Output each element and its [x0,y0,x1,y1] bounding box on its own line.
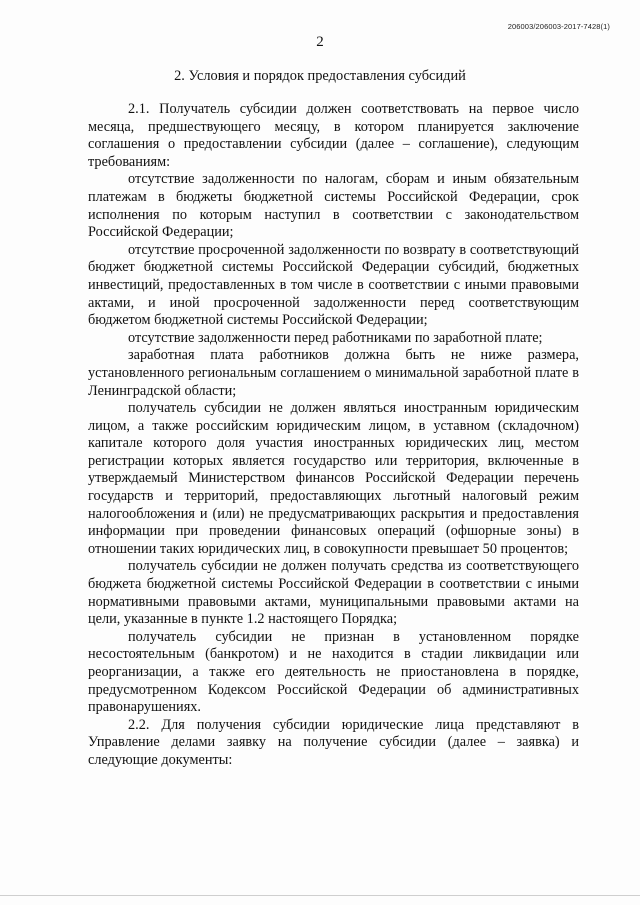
paragraph-overdue-debt: отсутствие просроченной задолженности по возврату в соответствующий бюджет бюджетной системы Российской Федерации субсидий, бюджетных инвестиций, предоставленных в том числе в соответствии с иными правовыми актами, и иной просроченной задолженности перед соответствующим бюджетом бюджетной системы Российской Федерации; [88,241,579,329]
paragraph-2-2: 2.2. Для получения субсидии юридические лица представляют в Управление делами заявку на получение субсидии (далее – заявка) и следующие документы: [88,716,579,768]
page-bottom-edge [0,895,640,896]
paragraph-other-funds: получатель субсидии не должен получать средства из соответствующего бюджета бюджетной системы Российской Федерации в соответствии с иными нормативными правовыми актами, муниципальными правовыми актами на цели, указанные в пункте 1.2 настоящего Порядка; [88,558,579,628]
paragraph-foreign-entity: получатель субсидии не должен являться иностранным юридическим лицом, а также российским юридическим лицом, в уставном (складочном) капитале которого доля участия иностранных юридических лиц, местом регистрации которых является государство или территория, включенные в утверждаемый Министерством финансов Российской Федерации перечень государств и территорий, предоставляющих льготный налоговый режим налогообложения и (или) не предусматривающих раскрытия и предоставления информации при проведении финансовых операций (офшорные зоны) в отношении таких юридических лиц, в совокупности превышает 50 процентов; [88,400,579,557]
page-number: 2 [316,34,324,50]
paragraph-min-wage: заработная плата работников должна быть не ниже размера, установленного региональным соглашением о минимальной заработной плате в Ленинградской области; [88,347,579,399]
document-id: 206003/206003-2017-7428(1) [507,22,610,31]
document-body [88,101,579,770]
paragraph-2-1: 2.1. Получатель субсидии должен соответствовать на первое число месяца, предшествующего месяцу, в котором планируется заключение соглашения о предоставлении субсидии (далее – соглашение), следующим требованиям: [88,101,579,170]
paragraph-wage-debt: отсутствие задолженности перед работниками по заработной плате; [128,329,543,346]
paragraph-bankruptcy: получатель субсидии не признан в установленном порядке несостоятельным (банкротом) и не находится в стадии ликвидации или реорганизации, а также его деятельность не приостановлена в порядке, предусмотренном Кодексом Российской Федерации об административных правонарушениях. [88,628,579,716]
section-heading: 2. Условия и порядок предоставления субсидий [174,68,466,84]
paragraph-tax-debt: отсутствие задолженности по налогам, сборам и иным обязательным платежам в бюджеты бюджетной системы Российской Федерации, срок исполнения по которым наступил в соответствии с законодательством Российской Федерации; [88,171,579,241]
